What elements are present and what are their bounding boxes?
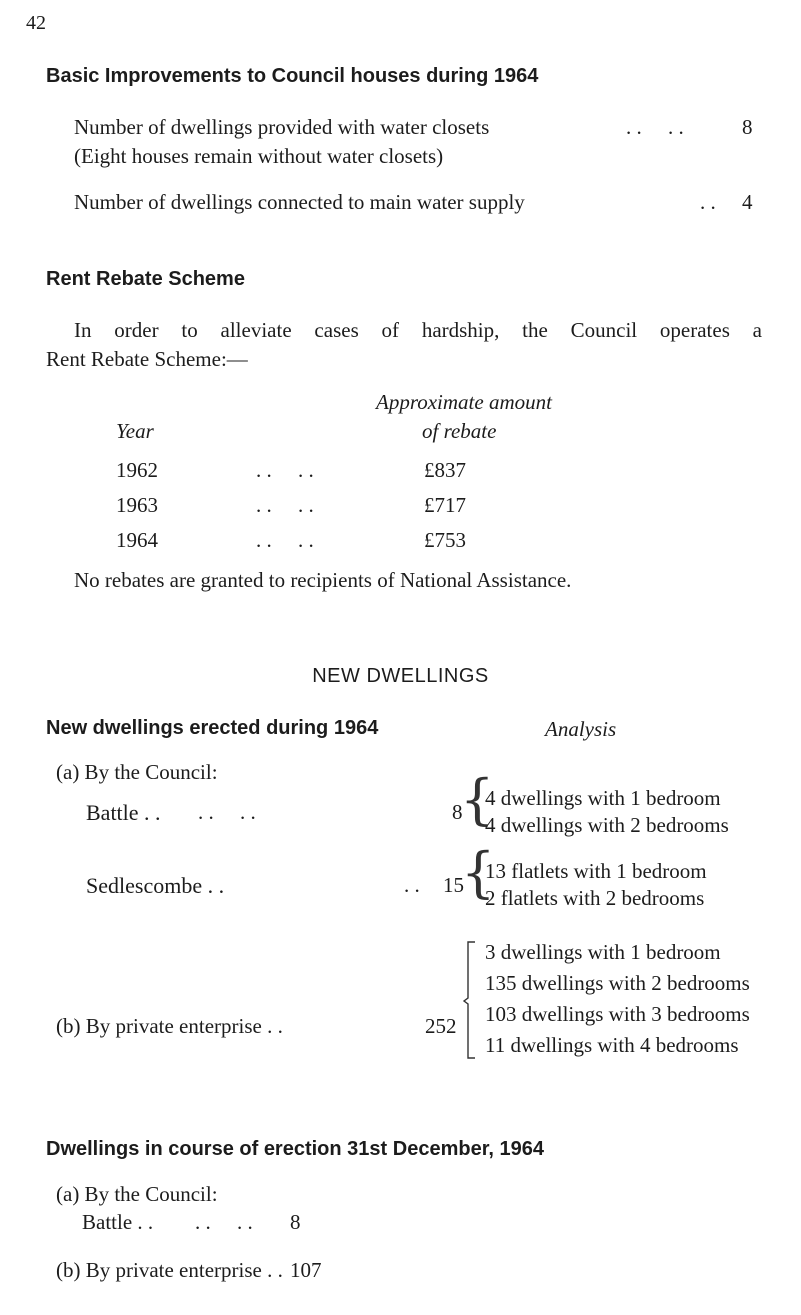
water-closets-leader: . . . .	[626, 115, 684, 139]
page-number: 42	[26, 12, 46, 34]
battle-brace: {	[460, 768, 495, 831]
main-supply-leader: . .	[700, 190, 716, 214]
main-supply-label: Number of dwellings connected to main water supply	[74, 190, 525, 214]
sedlescombe-leader: . .	[404, 873, 420, 897]
rebate-year: 1962	[116, 458, 158, 482]
in-course-heading: Dwellings in course of erection 31st December, 1964	[46, 1138, 544, 1160]
erected-heading: New dwellings erected during 1964	[46, 717, 379, 739]
private-item: 135 dwellings with 2 bedrooms	[485, 971, 750, 995]
rent-rebate-intro-line2: Rent Rebate Scheme:—	[46, 347, 248, 371]
in-course-council-label: (a) By the Council:	[56, 1182, 218, 1206]
water-closets-note: (Eight houses remain without water closets)	[74, 144, 444, 168]
main-supply-value: 4	[742, 190, 753, 214]
private-total: 252	[425, 1014, 457, 1038]
sedlescombe-total: 15	[443, 873, 464, 897]
col-amount-line1: Approximate amount	[376, 390, 552, 414]
rebate-year: 1963	[116, 493, 158, 517]
rebate-amount: £717	[424, 493, 466, 517]
sedlescombe-item: 2 flatlets with 2 bedrooms	[485, 886, 705, 910]
rent-rebate-intro-line1: In order to alleviate cases of hardship, the Council operates a	[74, 318, 762, 342]
private-label: (b) By private enterprise . .	[56, 1014, 283, 1038]
water-closets-value: 8	[742, 115, 753, 139]
in-course-battle-value: 8	[290, 1210, 301, 1234]
col-year: Year	[116, 419, 154, 443]
rebate-amount: £753	[424, 528, 466, 552]
battle-total: 8	[452, 800, 463, 824]
private-item: 3 dwellings with 1 bedroom	[485, 940, 721, 964]
analysis-label: Analysis	[545, 717, 617, 741]
rebate-leader: . . . .	[256, 458, 314, 482]
rebate-year: 1964	[116, 528, 158, 552]
rebate-leader: . . . .	[256, 493, 314, 517]
battle-label: Battle . .	[86, 800, 161, 825]
in-course-private-value: 107	[290, 1258, 322, 1282]
water-closets-label: Number of dwellings provided with water closets	[74, 115, 490, 139]
in-course-battle-leader: . . . .	[195, 1210, 253, 1234]
sedlescombe-brace: {	[461, 841, 496, 904]
battle-item: 4 dwellings with 2 bedrooms	[485, 813, 729, 837]
sedlescombe-label: Sedlescombe . .	[86, 873, 225, 898]
private-brace	[463, 940, 479, 1060]
rebate-leader: . . . .	[256, 528, 314, 552]
basic-improvements-heading: Basic Improvements to Council houses during 1964	[46, 65, 539, 87]
battle-leader: . . . .	[198, 800, 256, 824]
private-item: 103 dwellings with 3 bedrooms	[485, 1002, 750, 1026]
rent-rebate-heading: Rent Rebate Scheme	[46, 268, 245, 290]
rebate-amount: £837	[424, 458, 466, 482]
in-course-private-label: (b) By private enterprise . .	[56, 1258, 283, 1282]
new-dwellings-heading: NEW DWELLINGS	[312, 665, 489, 687]
in-course-battle-label: Battle . .	[82, 1210, 154, 1234]
battle-item: 4 dwellings with 1 bedroom	[485, 786, 721, 810]
council-label: (a) By the Council:	[56, 760, 218, 784]
private-item: 11 dwellings with 4 bedrooms	[485, 1033, 739, 1057]
sedlescombe-item: 13 flatlets with 1 bedroom	[485, 859, 707, 883]
rebate-note: No rebates are granted to recipients of National Assistance.	[74, 568, 572, 592]
col-amount-line2: of rebate	[422, 419, 497, 443]
